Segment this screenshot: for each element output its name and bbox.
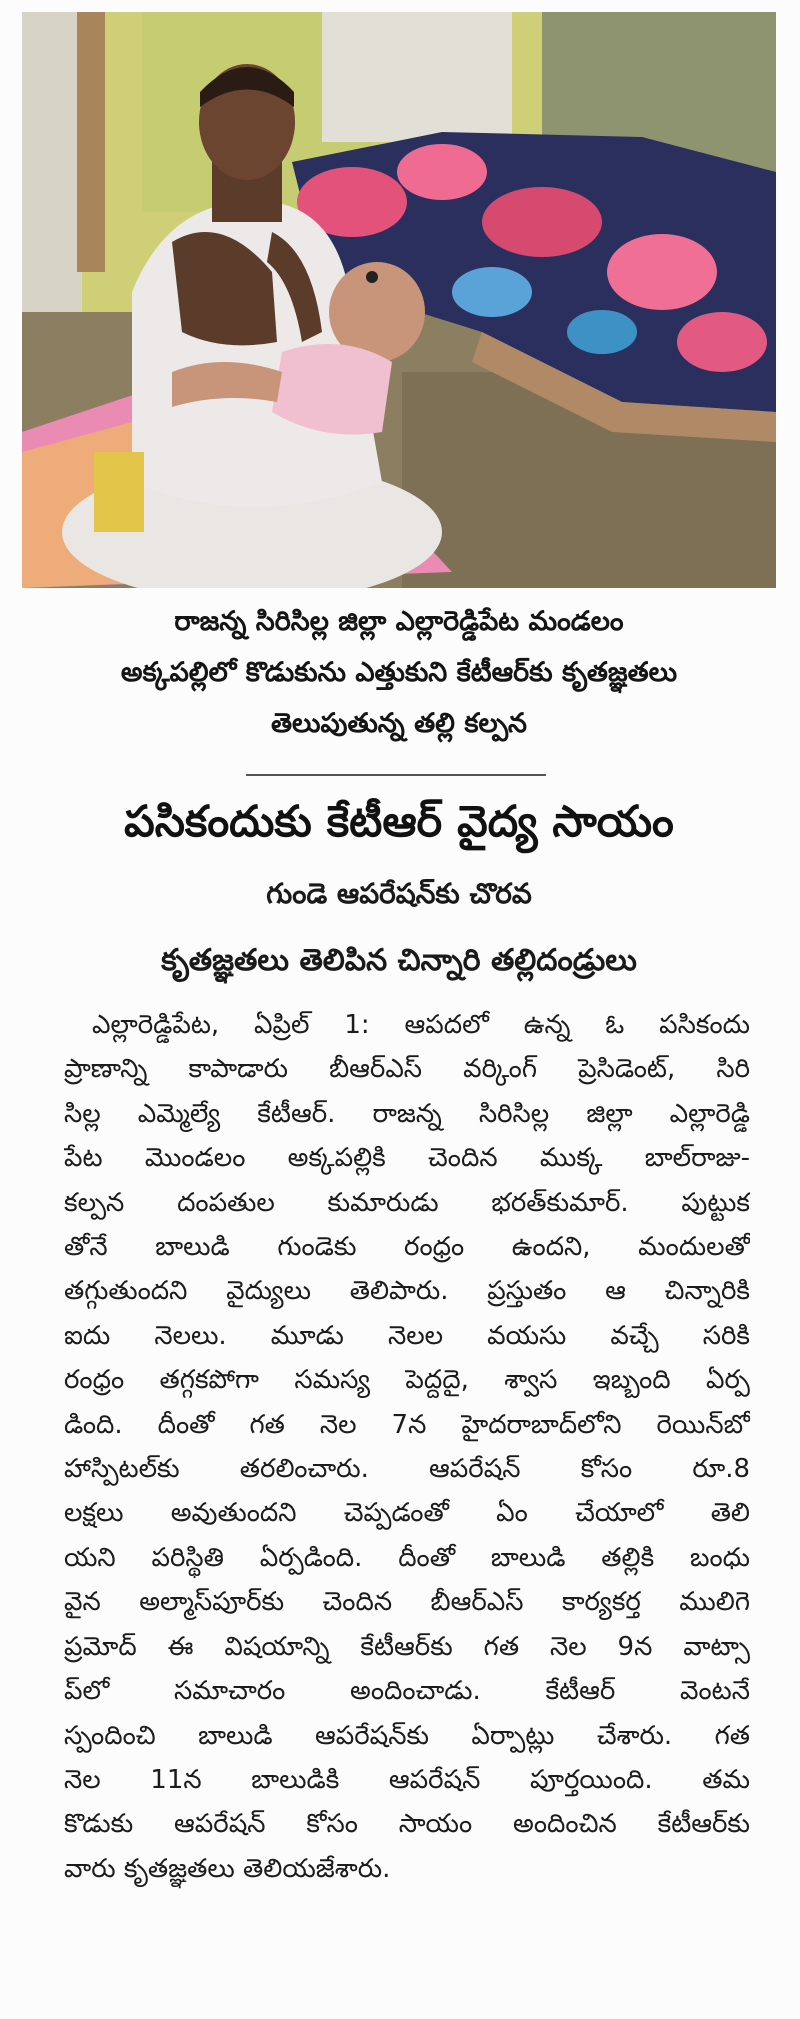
article-line: ఎల్లారెడ్డిపేట, ఏప్రిల్ 1: ఆపదలో ఉన్న ఓ పసికందు	[92, 1010, 750, 1040]
article-line: కల్పన దంపతుల కుమారుడు భరత్‌కుమార్. పుట్టుక	[64, 1187, 750, 1218]
article-line: లక్షలు అవుతుందని చెప్పడంతో ఏం చేయాలో తెలి	[64, 1498, 750, 1529]
article-body	[64, 1003, 750, 1891]
caption-line: రాజన్న సిరిసిల్ల జిల్లా ఎల్లారెడ్డిపేట మండలం	[174, 606, 624, 637]
article-line: పేట మొండలం అక్కపల్లికి చెందిన ముక్క బాల్‌రాజు-	[64, 1143, 750, 1174]
article-line: వైన అల్మాస్‌పూర్‌కు చెందిన బీఆర్ఎస్ కార్యకర్త ములిగె	[64, 1587, 750, 1618]
article-line: యని పరిస్థితి ఏర్పడింది. దీంతో బాలుడి తల్లికి బంధు	[64, 1542, 750, 1573]
subheadline: కృతజ్ఞతలు తెలిపిన చిన్నారి తల్లిదండ్రులు	[161, 943, 637, 978]
article-line: తగ్గుతుందని వైద్యులు తెలిపారు. ప్రస్తుతం ఆ చిన్నారికి	[64, 1276, 750, 1307]
article-line: స్పందించి బాలుడి ఆపరేషన్‌కు ఏర్పాట్లు చేశారు. గత	[64, 1720, 750, 1751]
news-photo	[22, 12, 776, 588]
article-line: వారు కృతజ్ఞతలు తెలియజేశారు.	[64, 1853, 391, 1884]
caption-divider	[246, 774, 546, 776]
article-line: ఐదు నెలలు. మూడు నెలల వయసు వచ్చే సరికి	[64, 1320, 750, 1351]
caption-line: అక్కపల్లిలో కొడుకును ఎత్తుకుని కేటీఆర్‌కు కృతజ్ఞతలు	[120, 657, 678, 688]
article-line: ప్రాణాన్ని కాపాడారు బీఆర్ఎస్ వర్కింగ్ ప్రెసిడెంట్, సిరి	[64, 1054, 750, 1085]
article-line: హాస్పిటల్‌కు తరలించారు. ఆపరేషన్ కోసం రూ.8	[64, 1454, 750, 1485]
article-line: కొడుకు ఆపరేషన్ కోసం సాయం అందించిన కేటీఆర్‌కు	[64, 1809, 750, 1840]
photo-mother-with-baby-icon	[22, 12, 776, 588]
photo-caption	[22, 596, 776, 749]
article-line: నెల 11న బాలుడికి ఆపరేషన్ పూర్తయింది. తమ	[64, 1764, 750, 1795]
article-line: ప్రమోద్ ఈ విషయాన్ని కేటీఆర్‌కు గత నెల 9న వాట్సా	[64, 1631, 750, 1662]
headline: పసికందుకు కేటీఆర్ వైద్య సాయం	[124, 797, 674, 847]
subheadline: గుండె ఆపరేషన్‌కు చొరవ	[266, 877, 532, 910]
article-line: డింది. దీంతో గత నెల 7న హైదరాబాద్‌లోని రెయిన్‌బో	[64, 1409, 750, 1440]
article-line: రంధ్రం తగ్గకపోగా సమస్య పెద్దదై, శ్వాస ఇబ్బంది ఏర్ప	[64, 1365, 750, 1396]
caption-line: తెలుపుతున్న తల్లి కల్పన	[271, 708, 527, 739]
article-line: ప్‌లో సమాచారం అందించాడు. కేటీఆర్ వెంటనే	[64, 1676, 750, 1707]
article-line: సిల్ల ఎమ్మెల్యే కేటీఆర్. రాజన్న సిరిసిల్ల జిల్లా ఎల్లారెడ్డి	[64, 1098, 750, 1129]
article-line: తోనే బాలుడి గుండెకు రంధ్రం ఉందని, మందులతో	[64, 1232, 750, 1263]
